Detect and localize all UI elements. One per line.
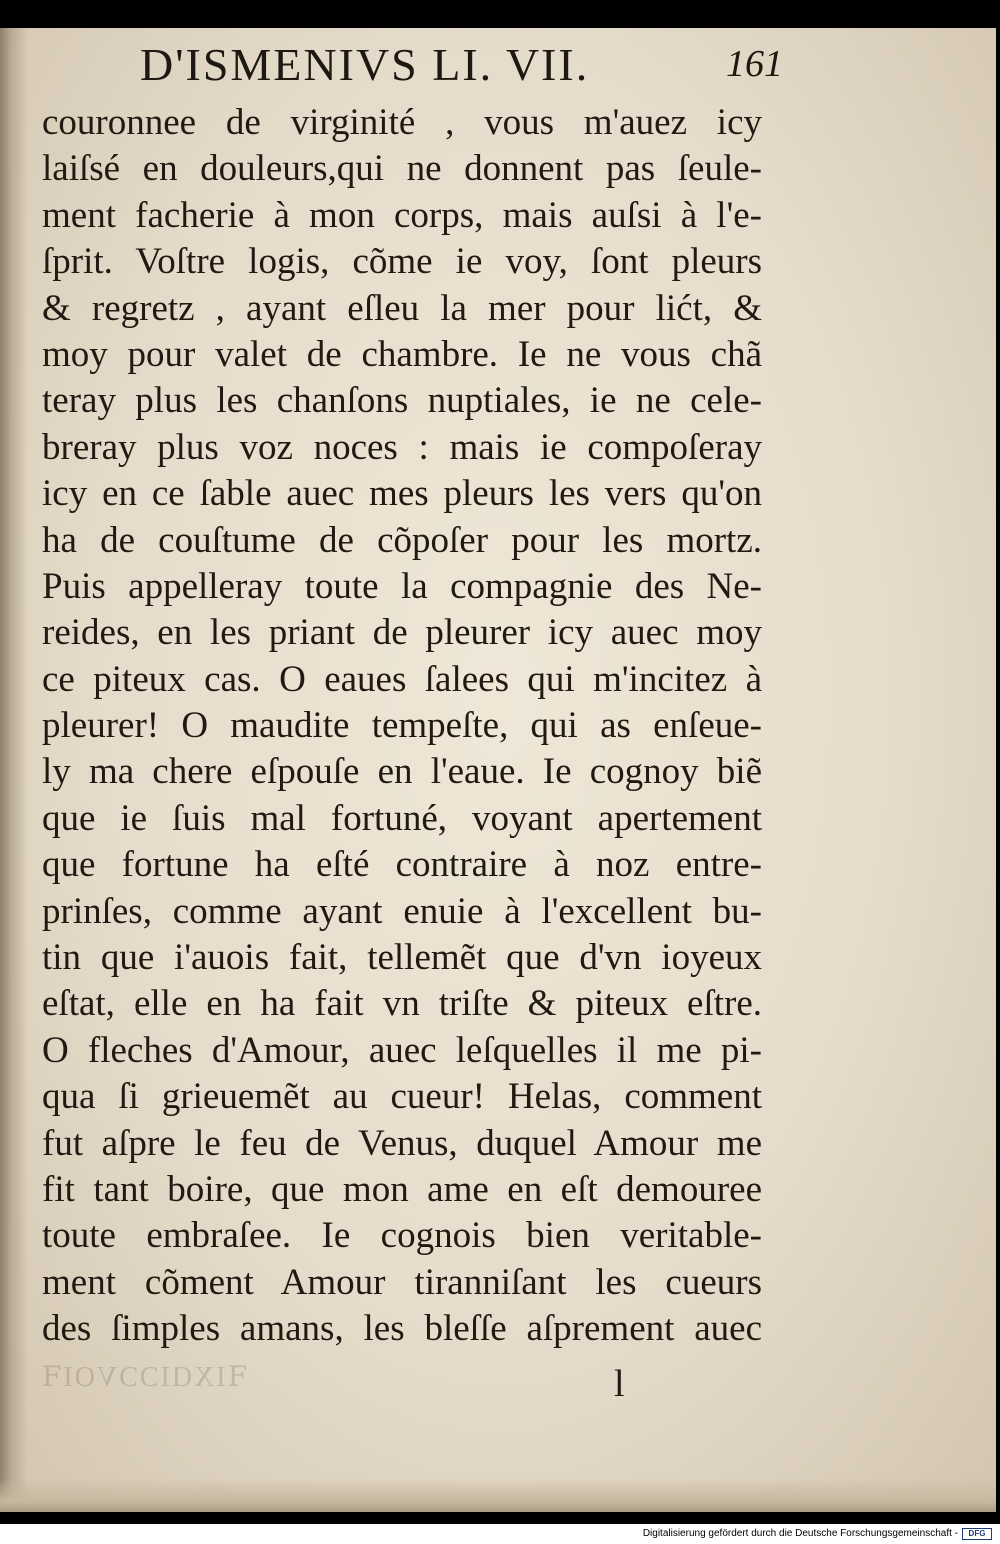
running-head: D'ISMENIVS LI. VII. [140, 39, 590, 90]
text-line: que ie ſuis mal fortuné, voyant apertement [42, 797, 762, 839]
paper-left-edge-shadow [0, 28, 28, 1512]
text-line: fit tant boire, que mon ame en eſt demouree [42, 1168, 762, 1210]
signature-mark: l [614, 1363, 625, 1405]
text-line: laiſsé en douleurs,qui ne donnent pas ſeule- [42, 148, 762, 190]
page-number: 161 [726, 43, 783, 85]
text-line: ce piteux cas. O eaues ſalees qui m'incitez à [42, 658, 762, 700]
text-line: ha de couſtume de cõpoſer pour les mortz. [42, 519, 762, 561]
text-line: breray plus voz noces : mais ie compoſeray [42, 426, 762, 468]
text-line: couronnee de virginité , vous m'auez icy [42, 102, 762, 143]
text-line: O fleches d'Amour, auec leſquelles il me pi- [42, 1029, 762, 1071]
text-line: des ſimples amans, les bleſſe aſprement auec [42, 1308, 762, 1350]
text-line: reides, en les priant de pleurer icy auec moy [42, 612, 762, 654]
text-line: tin que i'auois fait, tellemẽt que d'vn ioyeux [42, 937, 762, 979]
dfg-logo-icon[interactable]: DFG [962, 1528, 992, 1540]
text-line: ment cõment Amour tiranniſant les cueurs [42, 1261, 762, 1303]
text-line: pleurer! O maudite tempeſte, qui as enſeue- [42, 705, 762, 747]
footer-credit: Digitalisierung gefördert durch die Deutsche Forschungsgemeinschaft - [642, 1528, 958, 1539]
text-line: moy pour valet de chambre. Ie ne vous chã [42, 333, 762, 375]
text-line: Puis appelleray toute la compagnie des Ne- [42, 565, 762, 607]
text-line: teray plus les chanſons nuptiales, ie ne cele- [42, 380, 762, 422]
text-line: icy en ce ſable auec mes pleurs les vers qu'on [42, 473, 762, 515]
text-line: que fortune ha eſté contraire à noz entre- [42, 844, 762, 886]
text-line: toute embraſee. Ie cognois bien veritable- [42, 1215, 762, 1257]
text-line: qua ſi grieuemẽt au cueur! Helas, comment [42, 1076, 762, 1118]
paper-bottom-edge-shadow [0, 1478, 996, 1512]
text-line: ly ma chere eſpouſe en l'eaue. Ie cognoy biẽ [42, 751, 762, 793]
text-line: ment facherie à mon corps, mais auſsi à l'e- [42, 194, 762, 236]
text-line: & regretz , ayant eſleu la mer pour lićt, & [42, 287, 762, 329]
text-line: prinſes, comme ayant enuie à l'excellent bu- [42, 890, 762, 932]
text-line: fut aſpre le feu de Venus, duquel Amour me [42, 1122, 762, 1164]
bleed-through-text: ꟻIXⱭIƆƆVOIꟻ [40, 1362, 248, 1393]
text-line: eſtat, elle en ha fait vn triſte & piteux eſtre. [42, 983, 762, 1025]
text-line: ſprit. Voſtre logis, cõme ie voy, ſont pleurs [42, 241, 762, 283]
body-text [42, 100, 762, 1353]
